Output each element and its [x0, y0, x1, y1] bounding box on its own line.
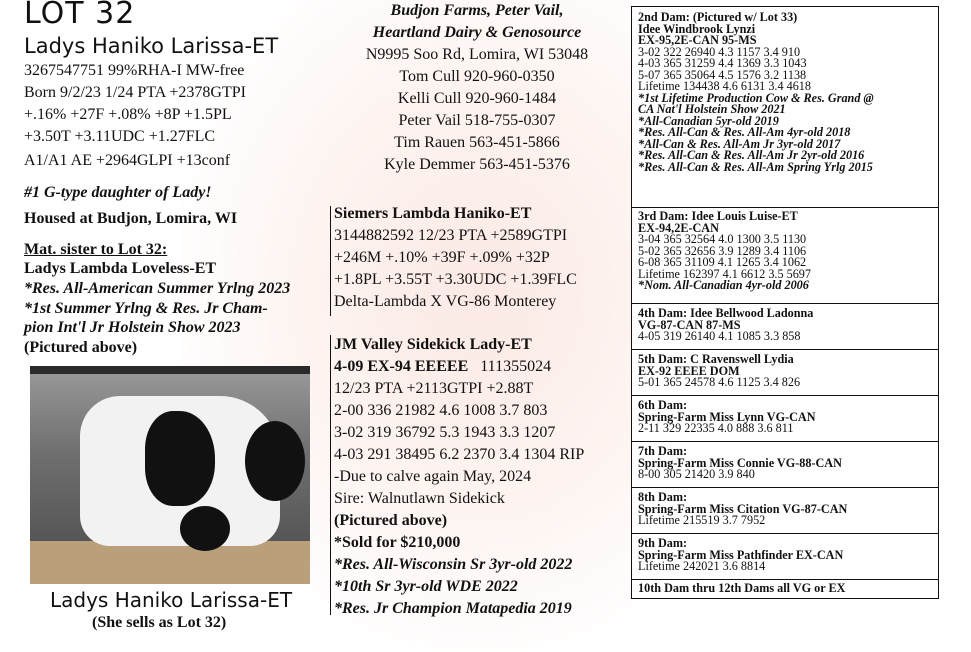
- pedigree-record: 8-00 305 21420 3.9 840: [638, 467, 755, 481]
- pedigree-award: *Res. All-Can & Res. All-Am 4yr-old 2018: [638, 125, 851, 139]
- pedigree-4th-dam: [638, 308, 813, 343]
- black-spot: [245, 421, 305, 501]
- pedigree-heading: 8th Dam:: [638, 490, 688, 504]
- pedigree-5th-dam: [638, 354, 800, 389]
- highlight-text: #1 G-type daughter of Lady!: [24, 184, 212, 201]
- dam-line: 3-02 319 36792 5.3 1943 3.3 1207: [334, 424, 556, 441]
- pedigree-heading: Spring-Farm Miss Citation VG-87-CAN: [638, 501, 848, 516]
- pedigree-record: Lifetime 134438 4.6 6131 3.4 4618: [638, 79, 811, 93]
- dam-name: JM Valley Sidekick Lady-ET: [334, 336, 532, 353]
- contact-line: Tom Cull 920-960-0350: [399, 68, 555, 85]
- pedigree-heading: 6th Dam:: [638, 398, 688, 412]
- pedigree-record: Lifetime 215519 3.7 7952: [638, 513, 766, 527]
- sister-award: pion Int'l Jr Holstein Show 2023: [24, 319, 241, 336]
- pedigree-heading: EX-92 EEEE DOM: [638, 363, 740, 378]
- sire-line: 3144882592 12/23 PTA +2589GTPI: [334, 227, 568, 244]
- sister-heading: Mat. sister to Lot 32:: [24, 241, 168, 258]
- contact-line: Peter Vail 518-755-0307: [398, 112, 556, 129]
- consignor-line: Budjon Farms, Peter Vail,: [390, 2, 564, 19]
- sire-line: +246M +.10% +39F +.09% +32P: [334, 249, 550, 266]
- pedigree-10th-12th-dams: [638, 583, 845, 595]
- dam-line: Sire: Walnutlawn Sidekick: [334, 490, 505, 507]
- pedigree-award: *Res. All-Can & Res. All-Am Jr 2yr-old 2016: [638, 148, 865, 162]
- pedigree-divider: [632, 441, 938, 442]
- dam-score: 4-09 EX-94 EEEEE: [334, 358, 469, 375]
- pedigree-heading: EX-95,2E-CAN 95-MS: [638, 33, 757, 47]
- dam-divider: [330, 335, 331, 615]
- straw-bedding: [30, 541, 310, 584]
- pedigree-heading: Spring-Farm Miss Connie VG-88-CAN: [638, 455, 842, 470]
- pedigree-heading: 2nd Dam: (Pictured w/ Lot 33): [638, 10, 798, 24]
- pedigree-award: *All-Canadian 5yr-old 2019: [638, 113, 779, 128]
- pedigree-award: *All-Can & Res. All-Am Jr 3yr-old 2017: [638, 136, 841, 151]
- pedigree-box: [631, 6, 939, 599]
- pedigree-heading: Spring-Farm Miss Lynn VG-CAN: [638, 409, 816, 424]
- pedigree-8th-dam: [638, 492, 847, 527]
- consignor-block: [332, 0, 622, 176]
- dam-award: *10th Sr 3yr-old WDE 2022: [334, 578, 518, 595]
- animal-info-line: +3.50T +3.11UDC +1.27FLC: [24, 128, 216, 145]
- animal-name: Ladys Haniko Larissa-ET: [24, 34, 279, 58]
- pedigree-record: 4-05 319 26140 4.1 1085 3.3 858: [638, 329, 801, 343]
- pedigree-divider: [632, 303, 938, 304]
- photo-caption: Ladys Haniko Larissa-ET: [50, 588, 293, 612]
- pedigree-record: 5-07 365 35064 4.5 1576 3.2 1138: [638, 67, 807, 82]
- pedigree-record: 3-04 365 32564 4.0 1300 3.5 1130: [638, 232, 807, 246]
- consignor-line: Heartland Dairy & Genosource: [372, 24, 582, 41]
- dam-line: 2-00 336 21982 4.6 1008 3.7 803: [334, 402, 548, 419]
- pedigree-record: 4-03 365 31259 4.4 1369 3.3 1043: [638, 56, 807, 70]
- dam-sold: *Sold for $210,000: [334, 534, 461, 551]
- pedigree-award: CA Nat'l Holstein Show 2021: [638, 102, 786, 116]
- dam-line: 4-03 291 38495 6.2 2370 3.4 1304 RIP: [334, 446, 585, 463]
- dam-line: 12/23 PTA +2113GTPI +2.88T: [334, 380, 534, 397]
- animal-info-line: 3267547751 99%RHA-I MW-free: [24, 62, 245, 79]
- animal-info-line: +.16% +27F +.08% +8P +1.5PL: [24, 106, 232, 123]
- pedigree-record: 5-02 365 32656 3.9 1289 3.4 1106: [638, 243, 807, 258]
- contact-line: Tim Rauen 563-451-5866: [394, 134, 560, 151]
- lot-title: LOT 32: [24, 0, 136, 31]
- animal-info-line: A1/A1 AE +2964GLPI +13conf: [24, 152, 231, 169]
- sister-award: *1st Summer Yrlng & Res. Jr Cham-: [24, 300, 268, 317]
- pedigree-7th-dam: [638, 446, 842, 481]
- pedigree-heading: Spring-Farm Miss Pathfinder EX-CAN: [638, 547, 844, 562]
- pedigree-heading: 4th Dam: Idee Bellwood Ladonna: [638, 306, 814, 320]
- pedigree-record: Lifetime 242021 3.6 8814: [638, 559, 766, 573]
- pedigree-6th-dam: [638, 400, 816, 435]
- animal-info-line: Born 9/2/23 1/24 PTA +2378GTPI: [24, 84, 246, 101]
- black-spot: [180, 506, 230, 551]
- pedigree-divider: [632, 395, 938, 396]
- dam-award: *Res. Jr Champion Matapedia 2019: [334, 600, 572, 617]
- pedigree-heading: VG-87-CAN 87-MS: [638, 317, 741, 332]
- dam-line: -Due to calve again May, 2024: [334, 468, 532, 485]
- pedigree-award: *Res. All-Can & Res. All-Am Spring Yrlg 2015: [638, 159, 873, 174]
- pedigree-heading: 7th Dam:: [638, 444, 688, 458]
- pedigree-award: *1st Lifetime Production Cow & Res. Grand @: [638, 90, 874, 105]
- pedigree-record: Lifetime 162397 4.1 6612 3.5 5697: [638, 266, 811, 281]
- pedigree-divider: [632, 533, 938, 534]
- contact-line: N9995 Soo Rd, Lomira, WI 53048: [365, 46, 589, 63]
- sire-line: +1.8PL +3.55T +3.30UDC +1.39FLC: [334, 271, 577, 288]
- pedigree-record: 3-02 322 26940 4.3 1157 3.4 910: [638, 44, 801, 59]
- pedigree-heading: 9th Dam:: [638, 536, 688, 550]
- dam-score-row: [334, 356, 551, 378]
- pedigree-record: 5-01 365 24578 4.6 1125 3.4 826: [638, 375, 801, 389]
- pedigree-divider: [632, 349, 938, 350]
- pedigree-divider: [632, 207, 938, 208]
- pedigree-2nd-dam: [638, 12, 874, 173]
- sister-award: *Res. All-American Summer Yrlng 2023: [24, 280, 291, 297]
- sire-divider: [330, 206, 331, 316]
- pedigree-heading: Idee Windbrook Lynzi: [638, 21, 756, 36]
- pedigree-heading: EX-94,2E-CAN: [638, 220, 719, 235]
- fence-rail: [30, 366, 310, 374]
- pedigree-award: *Nom. All-Canadian 4yr-old 2006: [638, 278, 809, 292]
- black-spot: [145, 411, 215, 506]
- pedigree-record: 2-11 329 22335 4.0 888 3.6 811: [638, 421, 794, 435]
- heifer-photo: [30, 366, 310, 584]
- pedigree-divider: [632, 579, 938, 580]
- sister-name: Ladys Lambda Loveless-ET: [24, 260, 217, 277]
- pedigree-heading: 3rd Dam: Idee Louis Luise-ET: [638, 209, 798, 223]
- pictured-note: (Pictured above): [24, 339, 138, 356]
- housed-text: Housed at Budjon, Lomira, WI: [24, 210, 238, 227]
- dam-registration: 111355024: [480, 358, 552, 375]
- dam-pictured: (Pictured above): [334, 512, 448, 529]
- pedigree-heading: 5th Dam: C Ravenswell Lydia: [638, 352, 794, 366]
- pedigree-3rd-dam: [638, 211, 811, 292]
- sire-line: Delta-Lambda X VG-86 Monterey: [334, 293, 557, 310]
- pedigree-divider: [632, 487, 938, 488]
- contact-line: Kelli Cull 920-960-1484: [397, 90, 557, 107]
- photo-subcaption: (She sells as Lot 32): [92, 614, 227, 631]
- dam-award: *Res. All-Wisconsin Sr 3yr-old 2022: [334, 556, 573, 573]
- sire-name: Siemers Lambda Haniko-ET: [334, 205, 532, 222]
- pedigree-9th-dam: [638, 538, 843, 573]
- pedigree-record: 6-08 365 31109 4.1 1265 3.4 1062: [638, 255, 807, 269]
- pedigree-heading: 10th Dam thru 12th Dams all VG or EX: [638, 581, 846, 595]
- contact-line: Kyle Demmer 563-451-5376: [384, 156, 570, 173]
